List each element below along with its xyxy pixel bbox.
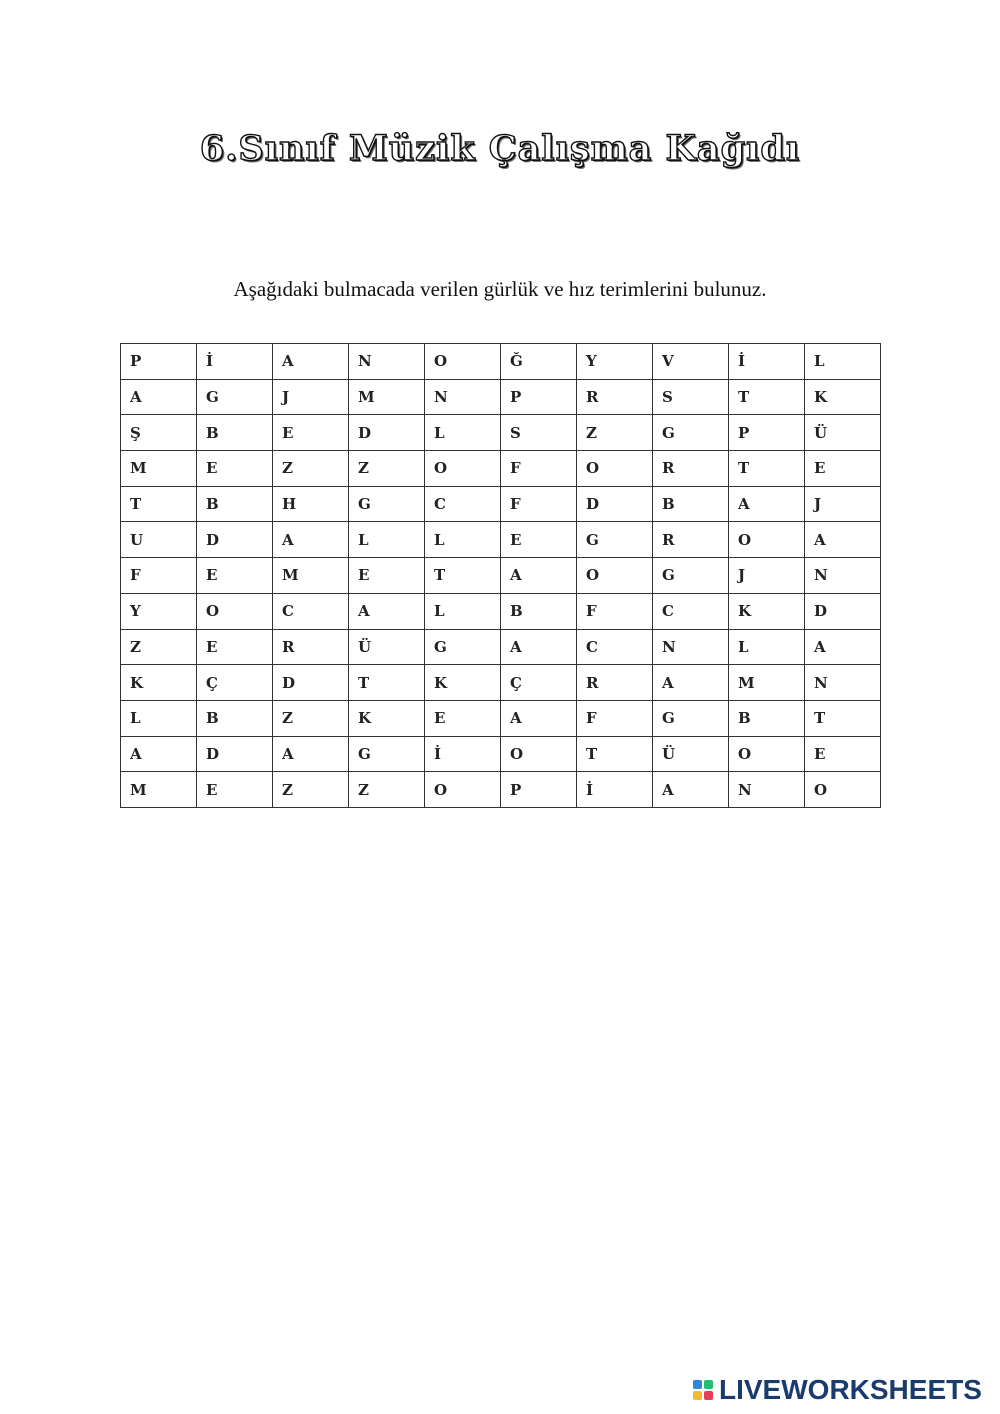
grid-cell[interactable]: A bbox=[653, 772, 729, 808]
grid-cell[interactable]: E bbox=[197, 558, 273, 594]
grid-cell[interactable]: L bbox=[121, 700, 197, 736]
grid-cell[interactable]: A bbox=[121, 736, 197, 772]
grid-cell[interactable]: Y bbox=[121, 593, 197, 629]
grid-row bbox=[121, 772, 881, 808]
logo-square bbox=[704, 1391, 713, 1400]
grid-cell[interactable]: C bbox=[273, 593, 349, 629]
grid-cell[interactable]: R bbox=[273, 629, 349, 665]
grid-cell[interactable]: B bbox=[197, 415, 273, 451]
grid-cell[interactable]: K bbox=[805, 379, 881, 415]
grid-cell[interactable]: D bbox=[197, 736, 273, 772]
grid-cell[interactable]: C bbox=[653, 593, 729, 629]
grid-cell[interactable]: Z bbox=[349, 451, 425, 487]
grid-cell[interactable]: G bbox=[197, 379, 273, 415]
grid-cell[interactable]: O bbox=[805, 772, 881, 808]
grid-cell[interactable]: G bbox=[653, 415, 729, 451]
grid-cell[interactable]: U bbox=[121, 522, 197, 558]
grid-row bbox=[121, 593, 881, 629]
grid-row bbox=[121, 486, 881, 522]
grid-cell[interactable]: A bbox=[349, 593, 425, 629]
grid-cell[interactable]: G bbox=[577, 522, 653, 558]
grid-cell[interactable]: K bbox=[121, 665, 197, 701]
grid-cell[interactable]: A bbox=[501, 629, 577, 665]
grid-cell[interactable]: O bbox=[197, 593, 273, 629]
grid-cell[interactable]: D bbox=[349, 415, 425, 451]
grid-cell[interactable]: F bbox=[577, 593, 653, 629]
grid-cell[interactable]: E bbox=[197, 629, 273, 665]
grid-cell[interactable]: M bbox=[729, 665, 805, 701]
grid-cell[interactable]: L bbox=[425, 522, 501, 558]
logo-square bbox=[693, 1380, 702, 1389]
grid-cell[interactable]: A bbox=[805, 522, 881, 558]
grid-cell[interactable]: Ğ bbox=[501, 344, 577, 380]
grid-row bbox=[121, 736, 881, 772]
grid-cell[interactable]: K bbox=[729, 593, 805, 629]
grid-cell[interactable]: R bbox=[653, 522, 729, 558]
grid-cell[interactable]: E bbox=[501, 522, 577, 558]
grid-row bbox=[121, 415, 881, 451]
grid-row bbox=[121, 451, 881, 487]
grid-cell[interactable]: O bbox=[425, 344, 501, 380]
grid-cell[interactable]: M bbox=[121, 772, 197, 808]
grid-cell[interactable]: O bbox=[729, 736, 805, 772]
grid-cell[interactable]: F bbox=[501, 451, 577, 487]
grid-cell[interactable]: A bbox=[653, 665, 729, 701]
grid-cell[interactable]: Z bbox=[273, 700, 349, 736]
grid-cell[interactable]: R bbox=[577, 665, 653, 701]
grid-cell[interactable]: B bbox=[197, 700, 273, 736]
grid-cell[interactable]: A bbox=[121, 379, 197, 415]
grid-cell[interactable]: N bbox=[425, 379, 501, 415]
grid-cell[interactable]: C bbox=[577, 629, 653, 665]
grid-row bbox=[121, 344, 881, 380]
grid-cell[interactable]: O bbox=[501, 736, 577, 772]
grid-cell[interactable]: N bbox=[805, 665, 881, 701]
liveworksheets-logo-icon bbox=[693, 1380, 713, 1400]
grid-cell[interactable]: T bbox=[729, 379, 805, 415]
grid-cell[interactable]: Z bbox=[121, 629, 197, 665]
grid-cell[interactable]: O bbox=[577, 451, 653, 487]
logo-square bbox=[704, 1380, 713, 1389]
grid-cell[interactable]: İ bbox=[425, 736, 501, 772]
grid-cell[interactable]: N bbox=[653, 629, 729, 665]
grid-cell[interactable]: M bbox=[273, 558, 349, 594]
grid-cell[interactable]: M bbox=[349, 379, 425, 415]
grid-cell[interactable]: D bbox=[805, 593, 881, 629]
grid-cell[interactable]: G bbox=[653, 558, 729, 594]
word-search-grid bbox=[120, 343, 881, 808]
logo-text: LIVEWORKSHEETS bbox=[719, 1374, 982, 1405]
grid-cell[interactable]: E bbox=[273, 415, 349, 451]
grid-cell[interactable]: A bbox=[273, 522, 349, 558]
grid-cell[interactable]: Z bbox=[273, 772, 349, 808]
grid-cell[interactable]: J bbox=[729, 558, 805, 594]
grid-cell[interactable]: E bbox=[425, 700, 501, 736]
grid-cell[interactable]: Ç bbox=[197, 665, 273, 701]
grid-cell[interactable]: N bbox=[349, 344, 425, 380]
grid-cell[interactable]: Z bbox=[273, 451, 349, 487]
grid-cell[interactable]: Ü bbox=[653, 736, 729, 772]
grid-cell[interactable]: B bbox=[729, 700, 805, 736]
grid-cell[interactable]: T bbox=[805, 700, 881, 736]
grid-cell[interactable]: E bbox=[349, 558, 425, 594]
grid-cell[interactable]: A bbox=[273, 344, 349, 380]
grid-cell[interactable]: K bbox=[349, 700, 425, 736]
grid-row bbox=[121, 558, 881, 594]
grid-cell[interactable]: S bbox=[653, 379, 729, 415]
grid-cell[interactable]: P bbox=[501, 772, 577, 808]
grid-cell[interactable]: N bbox=[805, 558, 881, 594]
grid-cell[interactable]: R bbox=[577, 379, 653, 415]
grid-cell[interactable]: Ü bbox=[349, 629, 425, 665]
grid-cell[interactable]: S bbox=[501, 415, 577, 451]
grid-cell[interactable]: T bbox=[729, 451, 805, 487]
grid-cell[interactable]: D bbox=[197, 522, 273, 558]
grid-cell[interactable]: T bbox=[121, 486, 197, 522]
grid-cell[interactable]: E bbox=[197, 772, 273, 808]
grid-cell[interactable]: D bbox=[577, 486, 653, 522]
grid-cell[interactable]: G bbox=[653, 700, 729, 736]
liveworksheets-logo[interactable] bbox=[693, 1372, 982, 1408]
grid-cell[interactable]: J bbox=[273, 379, 349, 415]
grid-cell[interactable]: A bbox=[273, 736, 349, 772]
grid-cell[interactable]: F bbox=[121, 558, 197, 594]
grid-cell[interactable]: Ç bbox=[501, 665, 577, 701]
grid-cell[interactable]: Z bbox=[349, 772, 425, 808]
grid-cell[interactable]: T bbox=[349, 665, 425, 701]
grid-cell[interactable]: L bbox=[729, 629, 805, 665]
grid-cell[interactable]: P bbox=[121, 344, 197, 380]
grid-cell[interactable]: Ü bbox=[805, 415, 881, 451]
grid-cell[interactable]: F bbox=[501, 486, 577, 522]
grid-cell[interactable]: İ bbox=[729, 344, 805, 380]
grid-cell[interactable]: E bbox=[805, 451, 881, 487]
logo-square bbox=[693, 1391, 702, 1400]
grid-cell[interactable]: B bbox=[653, 486, 729, 522]
grid-cell[interactable]: E bbox=[805, 736, 881, 772]
grid-cell[interactable]: A bbox=[501, 700, 577, 736]
grid-cell[interactable]: R bbox=[653, 451, 729, 487]
grid-cell[interactable]: İ bbox=[577, 772, 653, 808]
grid-cell[interactable]: O bbox=[425, 772, 501, 808]
grid-cell[interactable]: Z bbox=[577, 415, 653, 451]
grid-cell[interactable]: L bbox=[425, 593, 501, 629]
grid-cell[interactable]: J bbox=[805, 486, 881, 522]
grid-cell[interactable]: A bbox=[501, 558, 577, 594]
grid-cell[interactable]: A bbox=[729, 486, 805, 522]
grid-cell[interactable]: T bbox=[425, 558, 501, 594]
grid-cell[interactable]: L bbox=[805, 344, 881, 380]
grid-cell[interactable]: E bbox=[197, 451, 273, 487]
grid-cell[interactable]: P bbox=[729, 415, 805, 451]
grid-cell[interactable]: G bbox=[349, 486, 425, 522]
grid-row bbox=[121, 379, 881, 415]
grid-cell[interactable]: O bbox=[425, 451, 501, 487]
grid-cell[interactable]: L bbox=[349, 522, 425, 558]
grid-cell[interactable]: O bbox=[729, 522, 805, 558]
grid-cell[interactable]: Y bbox=[577, 344, 653, 380]
grid-row bbox=[121, 522, 881, 558]
grid-row bbox=[121, 629, 881, 665]
grid-cell[interactable]: O bbox=[577, 558, 653, 594]
grid-row bbox=[121, 665, 881, 701]
grid-cell[interactable]: L bbox=[425, 415, 501, 451]
grid-cell[interactable]: V bbox=[653, 344, 729, 380]
grid-cell[interactable]: P bbox=[501, 379, 577, 415]
grid-cell[interactable]: G bbox=[349, 736, 425, 772]
grid-cell[interactable]: C bbox=[425, 486, 501, 522]
grid-cell[interactable]: İ bbox=[197, 344, 273, 380]
grid-cell[interactable]: H bbox=[273, 486, 349, 522]
instruction-text: Aşağıdaki bulmacada verilen gürlük ve hız terimlerini bulunuz. bbox=[233, 277, 767, 301]
grid-cell[interactable]: T bbox=[577, 736, 653, 772]
grid-row bbox=[121, 700, 881, 736]
grid-cell[interactable]: M bbox=[121, 451, 197, 487]
grid-cell[interactable]: B bbox=[501, 593, 577, 629]
grid-cell[interactable]: G bbox=[425, 629, 501, 665]
grid-cell[interactable]: F bbox=[577, 700, 653, 736]
page-title: 6.Sınıf Müzik Çalışma Kağıdı bbox=[199, 128, 801, 169]
grid-cell[interactable]: A bbox=[805, 629, 881, 665]
grid-cell[interactable]: B bbox=[197, 486, 273, 522]
grid-cell[interactable]: K bbox=[425, 665, 501, 701]
grid-cell[interactable]: Ş bbox=[121, 415, 197, 451]
grid-cell[interactable]: D bbox=[273, 665, 349, 701]
grid-cell[interactable]: N bbox=[729, 772, 805, 808]
